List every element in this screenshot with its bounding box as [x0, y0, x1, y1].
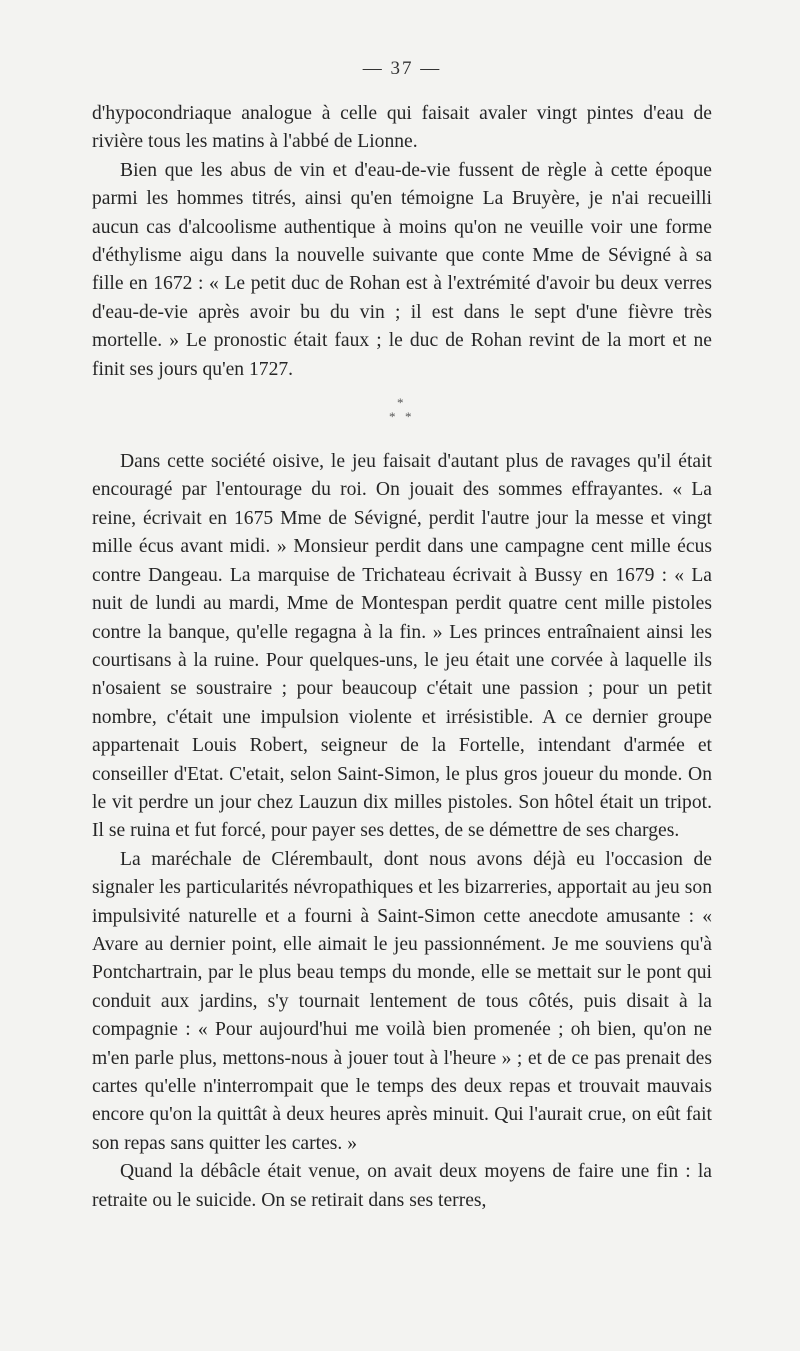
- paragraph-clerembault: La maréchale de Clérembault, dont nous avons déjà eu l'occasion de signaler les particularités névropathiques et les bizarreries, apportait au jeu son impulsivité naturelle et a fourni à Saint-Simon cette anecdote amusante : « Avare au dernier point, elle aimait le jeu passionnément. Je me souviens qu'à Pontchartrain, par le plus beau temps du monde, elle se mettait sur le pont qui conduit aux jardins, s'y tournait lentement de tous côtés, puis disait à la compagnie : « Pour aujourd'hui me voilà bien promenée ; oh bien, qu'on ne m'en parle plus, mettons-nous à jouer tout à l'heure » ; et de ce pas prenait des cartes qu'elle n'interrompait que le temps des deux repas et trouvait mauvais encore qu'on la quittât à deux heures après minuit. Qui l'aurait crue, on eût fait son repas sans quitter les cartes. »: [92, 848, 712, 1154]
- paragraph-debacle: Quand la débâcle était venue, on avait deux moyens de faire une fin : la retraite ou le suicide. On se retirait dans ses terres,: [92, 1161, 712, 1211]
- paragraph-continuation: d'hypocondriaque analogue à celle qui faisait avaler vingt pintes d'eau de rivière tous les matins à l'abbé de Lionne.: [92, 103, 712, 153]
- paragraph-alcoholism: Bien que les abus de vin et d'eau-de-vie fussent de règle à cette époque parmi les hommes titrés, ainsi qu'en témoigne La Bruyère, je n'ai recueilli aucun cas d'alcoolisme authentique à moins qu'on ne veuille voir une forme d'éthylisme aigu dans la nouvelle suivante que conte Mme de Sévigné à sa fille en 1672 : « Le petit duc de Rohan est à l'extrémité d'avoir bu deux verres d'eau-de-vie après avoir bu du vin ; il est dans le sept d'une fièvre très mortelle. » Le pronostic était faux ; le duc de Rohan revint de la mort et ne finit ses jours qu'en 1727.: [92, 159, 712, 380]
- paragraph-gambling: Dans cette société oisive, le jeu faisait d'autant plus de ravages qu'il était encouragé par l'entourage du roi. On jouait des sommes effrayantes. « La reine, écrivait en 1675 Mme de Sévigné, perdit l'autre jour la messe et vingt mille écus avant midi. » Monsieur perdit dans une campagne cent mille écus contre Dangeau. La marquise de Trichateau écrivait à Bussy en 1679 : « La nuit de lundi au mardi, Mme de Montespan perdit quatre cent mille pistoles contre la banque, qu'elle regagna à la fin. » Les princes entraînaient ainsi les courtisans à la ruine. Pour quelques-uns, le jeu était une corvée à laquelle ils n'osaient se soustraire ; pour beaucoup c'était une passion ; pour un petit nombre, c'était une impulsion violente et irrésistible. A ce dernier groupe appartenait Louis Robert, seigneur de la Fortelle, intendant d'armée et conseiller d'Etat. C'etait, selon Saint-Simon, le plus gros joueur du monde. On le vit perdre un jour chez Lauzun dix milles pistoles. Son hôtel était un tripot. Il se ruina et fut forcé, pour payer ses dettes, de se démettre de ses charges.: [92, 451, 712, 842]
- section-asterism: [92, 392, 712, 438]
- asterism-star-right: *: [405, 409, 412, 425]
- asterism-star-left: *: [389, 409, 396, 425]
- asterism-star-top: *: [397, 395, 404, 411]
- page-number: — 37 —: [362, 58, 442, 79]
